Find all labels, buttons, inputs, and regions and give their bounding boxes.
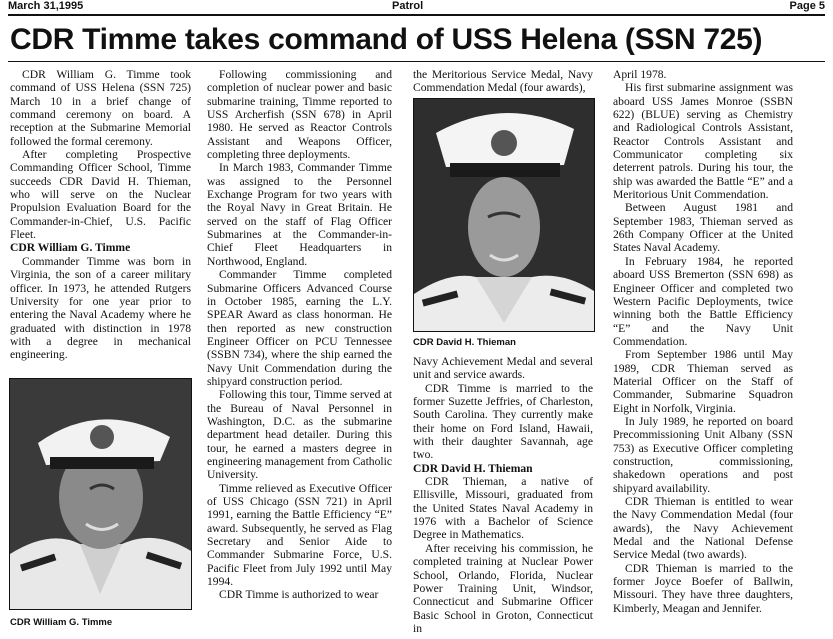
paragraph: Between August 1981 and September 1983, Thieman served as 26th Company Officer at the United States Naval Academy. — [613, 201, 793, 255]
caption-thieman: CDR David H. Thieman — [413, 337, 516, 348]
column-3-top — [413, 68, 593, 95]
paragraph: After completing Prospective Commanding Officer School, Timme succeeds CDR David H. Thieman, who will serve on the Nuclear Propulsion Evaluation Board for the Commander-in-Chief, U.S. Pacific Fleet. — [10, 148, 191, 242]
portrait-thieman-image — [414, 99, 594, 331]
portrait-timme-image — [10, 379, 191, 609]
article-headline: CDR Timme takes command of USS Helena (SSN 725) — [10, 23, 763, 56]
photo-timme — [9, 378, 192, 610]
page-header — [8, 0, 825, 14]
subhead-thieman: CDR David H. Thieman — [413, 461, 533, 475]
paragraph: CDR Thieman is entitled to wear the Navy Commendation Medal (four awards), the Navy Achievement Medal and the National Defense Service Medal (two awards). — [613, 495, 793, 562]
paragraph: In February 1984, he reported aboard USS Bremerton (SSN 698) as Engineer Officer and completed two Western Pacific Deployments, twice winning both the Battle Efficiency “E” and the Navy Unit Commendation. — [613, 254, 793, 348]
paragraph: From September 1986 until May 1989, CDR Thieman served as Material Officer on the Staff of Commander, Submarine Squadron Eight in Norfolk, Virginia. — [613, 348, 793, 415]
caption-timme: CDR William G. Timme — [10, 617, 113, 628]
page-number: Page 5 — [789, 0, 825, 12]
paragraph: Timme relieved as Executive Officer of USS Chicago (SSN 721) in April 1991, earning the Battle Efficiency “E” award. Subsequently, he served as Flag Secretary and Senior Aide to Commander Submarine Force, U.S. Pacific Fleet from July 1992 until May 1994. — [207, 481, 392, 589]
paragraph: CDR Timme is married to the former Suzette Jeffries, of Charleston, South Carolina. They currently make their home on Ford Island, Hawaii, with their daughter Savannah, age two. — [413, 381, 593, 462]
paragraph: CDR Timme is authorized to wear — [219, 588, 379, 602]
publication-name: Patrol — [392, 0, 424, 12]
column-3 — [413, 355, 593, 635]
paragraph: April 1978. — [613, 68, 667, 81]
paragraph: Commander Timme completed Submarine Officers Advanced Course in October 1985, earning the L.Y. SPEAR Award as class honorman. He then reported as new construction Engineer Officer on PCU Tennessee (SSBN 734), where the ship earned the Navy Unit Commendation during the shipyard construction period. — [207, 268, 392, 388]
photo-thieman — [413, 98, 595, 332]
paragraph: Following commissioning and completion of nuclear power and basic submarine training, Timme reported to USS Archerfish (SSN 678) in April 1980. He served as Reactor Controls Assistant and Weapons Officer, completing three deployments. — [207, 68, 392, 162]
paragraph: CDR Thieman is married to the former Joyce Boefer of Ballwin, Missouri. They have three daughters, Kimberly, Meagan and Jennifer. — [613, 561, 793, 615]
header-rule — [8, 14, 825, 16]
paragraph: the Meritorious Service Medal, Navy Commendation Medal (four awards), — [413, 68, 593, 95]
paragraph: Following this tour, Timme served at the Bureau of Naval Personnel in Washington, D.C. as the submarine department head detailer. During this tour, he earned a masters degree in engineering management from Catholic University. — [207, 388, 392, 482]
issue-date: March 31,1995 — [8, 0, 84, 12]
paragraph: CDR William G. Timme took command of USS Helena (SSN 725) March 10 in a brief change of command ceremony on board. A reception at the Submarine Memorial followed the formal ceremony. — [10, 68, 191, 148]
paragraph: After receiving his commission, he completed training at Nuclear Power School, Orlando, Florida, Nuclear Power Training Unit, Windsor, Connecticut and Submarine Officer Basic School in Groton, Connecticut in — [413, 541, 593, 635]
paragraph: In March 1983, Commander Timme was assigned to the Personnel Exchange Program for two years with the Royal Navy in Great Britain. He served on the staff of Flag Officer Submarines at the Commander-in-Chief Fleet Headquarters in Northwood, England. — [207, 161, 392, 268]
column-1 — [10, 68, 191, 362]
column-2 — [207, 68, 392, 602]
headline-rule — [8, 61, 825, 62]
paragraph: Commander Timme was born in Virginia, the son of a career military officer. In 1973, he attended Rutgers University for one year prior to entering the Naval Academy where he graduated with distinction in 1978 with a degree in mechanical engineering. — [10, 254, 191, 362]
paragraph: His first submarine assignment was aboard USS James Monroe (SSBN 622) (BLUE) serving as Chemistry and Radiological Controls Assistant, Reactor Controls Assistant and Communicator completing six deterrent patrols. During his tour, the ship was awarded the Battle “E” and a Meritorious Unit Commendation. — [613, 81, 793, 202]
subhead-timme: CDR William G. Timme — [10, 241, 131, 255]
paragraph: CDR Thieman, a native of Ellisville, Missouri, graduated from the United States Naval Academy in 1976 with a Bachelor of Science Degree in Mathematics. — [413, 475, 593, 542]
paragraph: Navy Achievement Medal and several unit and service awards. — [413, 355, 593, 382]
paragraph: In July 1989, he reported on board Precommissioning Unit Albany (SSN 753) as Executive Officer completing construction, commissioning, shakedown operations and post shipyard availability. — [613, 414, 793, 495]
column-4 — [613, 68, 793, 615]
